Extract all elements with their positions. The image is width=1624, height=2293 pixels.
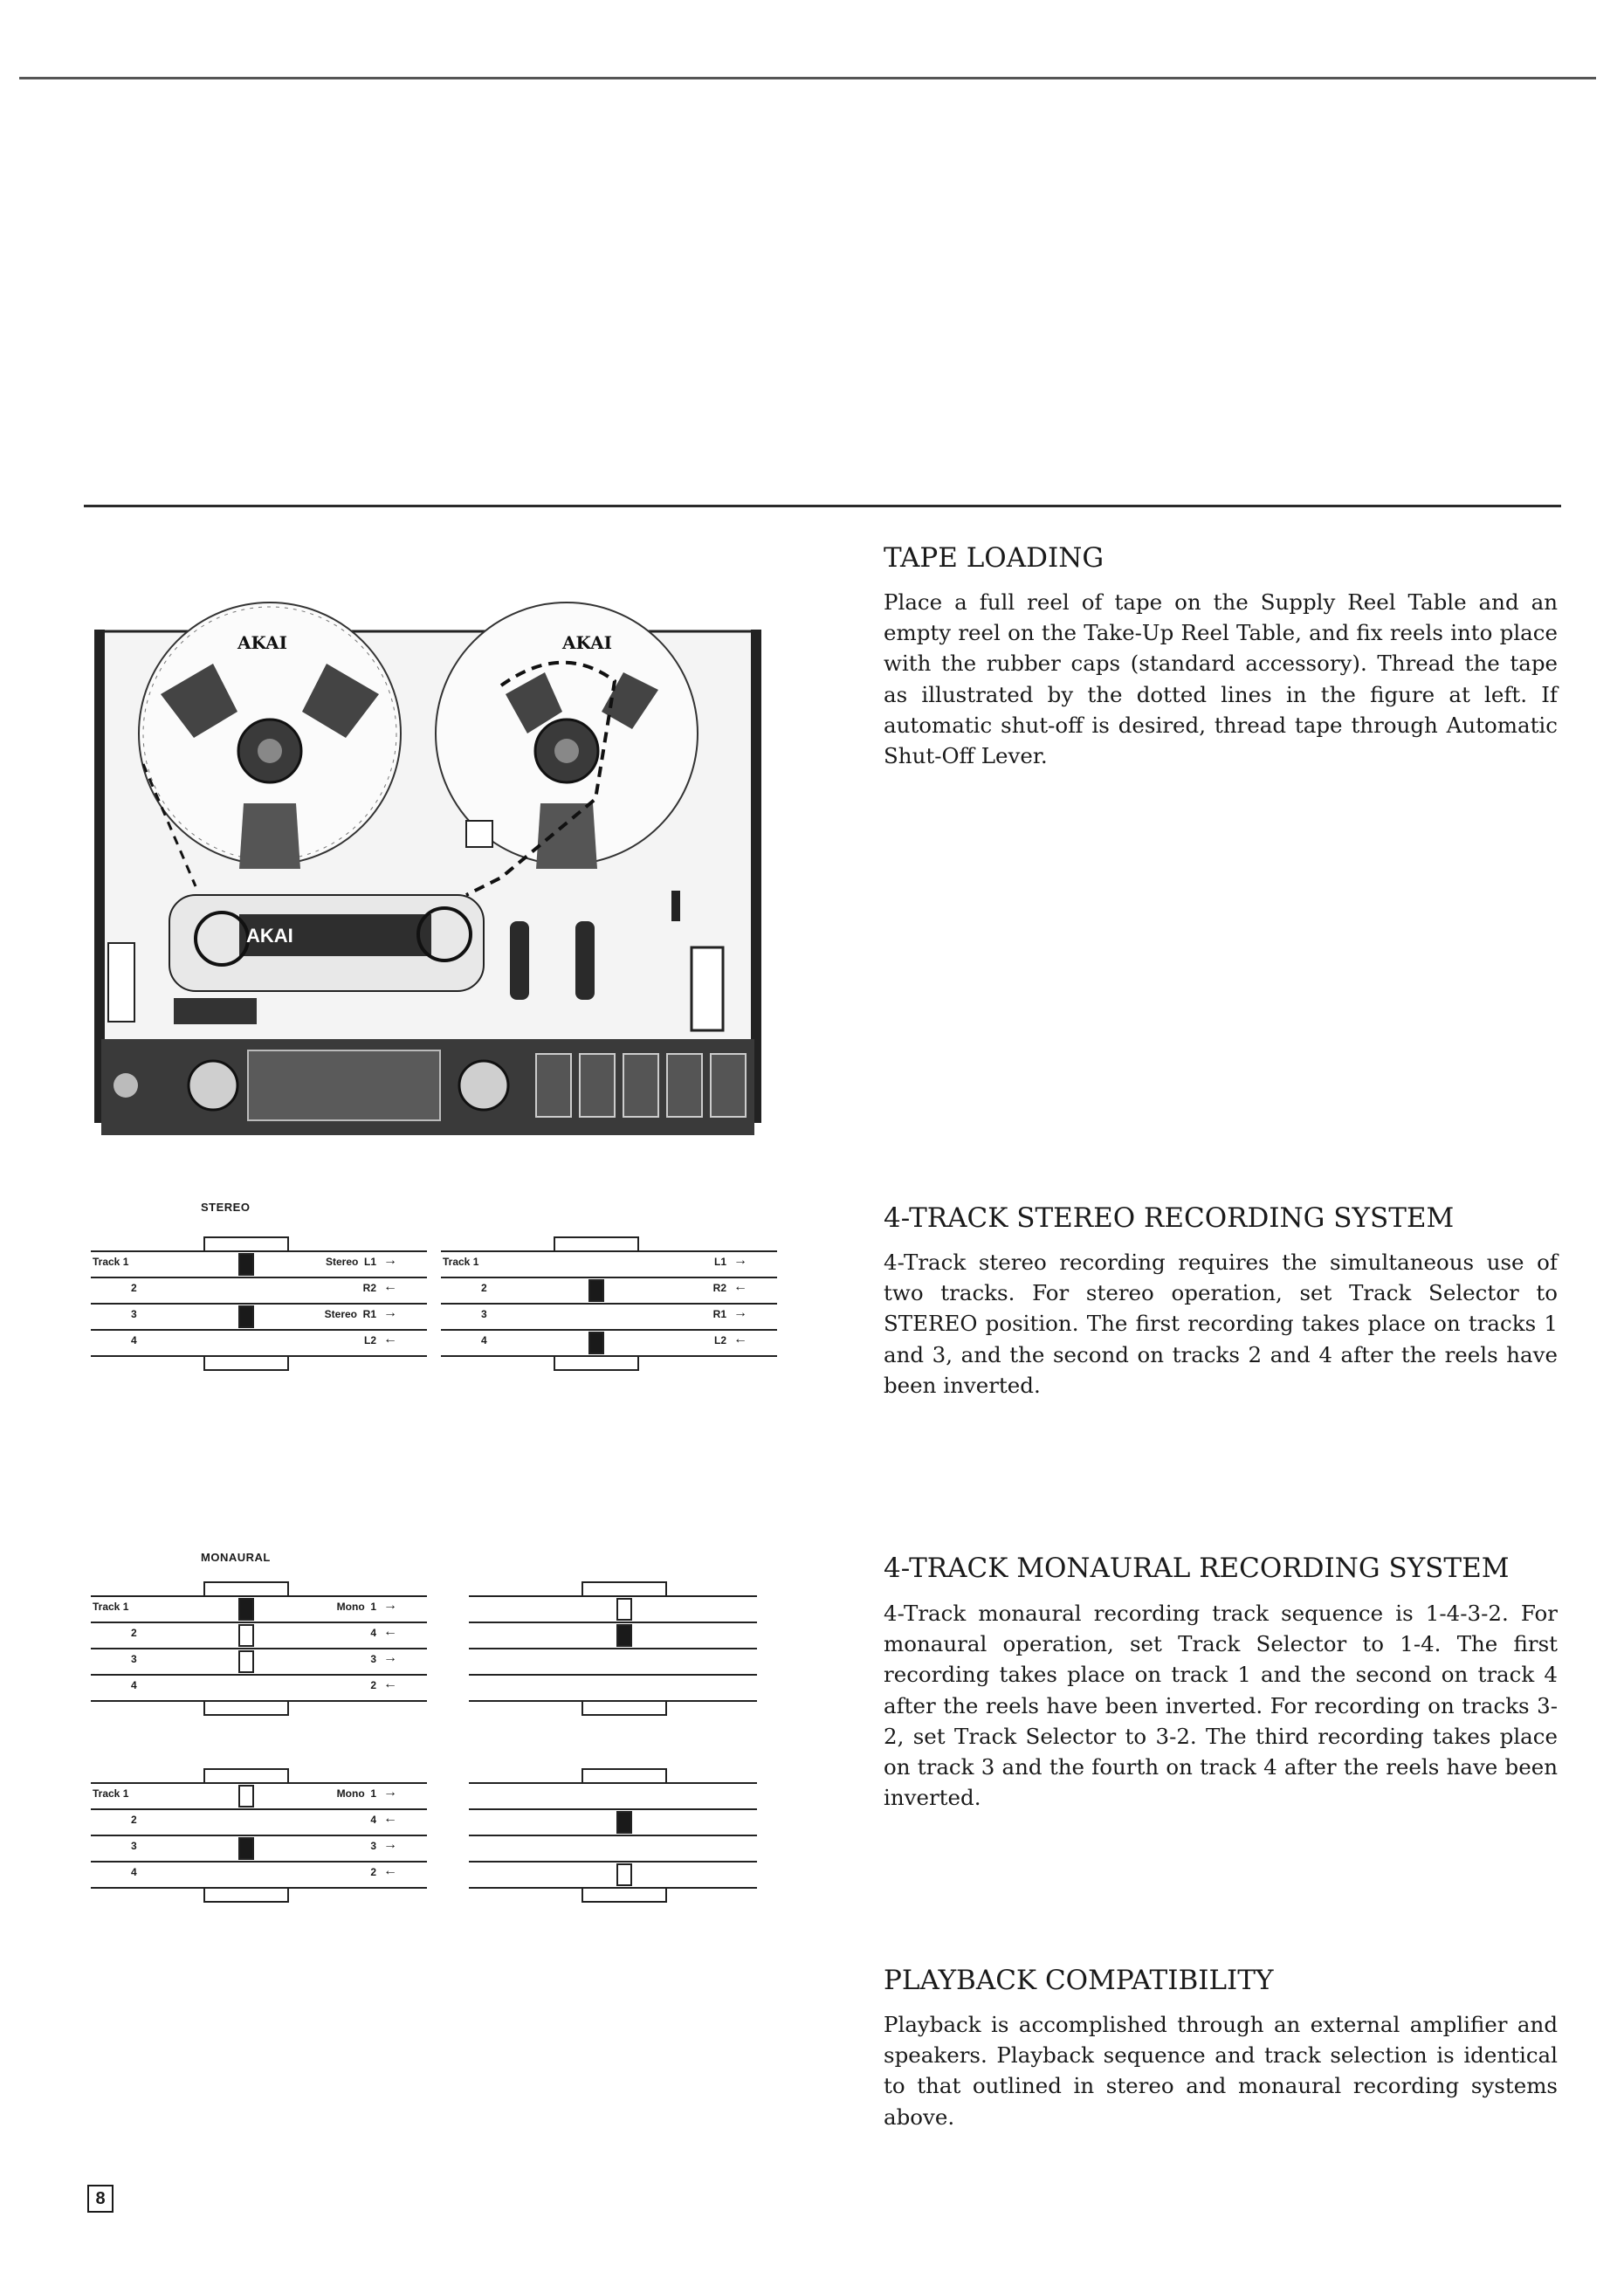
arrow-right-icon: →: [383, 1837, 397, 1852]
head-gap-track-2: [617, 1812, 631, 1833]
stereo-system-heading: 4-TRACK STEREO RECORDING SYSTEM: [884, 1202, 1455, 1234]
channel-label: 3: [370, 1840, 376, 1852]
track-number-label: 4: [131, 1334, 137, 1346]
track-number-label: Track 1: [93, 1601, 129, 1613]
head-bottom-housing: [554, 1356, 638, 1370]
head-top-housing: [582, 1769, 666, 1783]
track-number-label: 3: [131, 1653, 137, 1665]
track-number-label: Track 1: [93, 1787, 129, 1800]
arrow-left-icon: ←: [733, 1279, 747, 1294]
head-top-housing: [204, 1769, 288, 1783]
track-number-label: 2: [481, 1282, 487, 1294]
mono-track-diagram-a1: [91, 1579, 427, 1718]
mono-track-diagram-b1: [91, 1766, 427, 1905]
head-top-housing: [204, 1237, 288, 1251]
playback-heading: PLAYBACK COMPATIBILITY: [884, 1965, 1274, 1996]
head-bottom-housing: [582, 1888, 666, 1902]
head-gap-track-1: [617, 1599, 631, 1620]
track-number-label: Track 1: [93, 1256, 129, 1268]
track-diagram-svg: [91, 1766, 427, 1905]
arrow-left-icon: ←: [733, 1332, 747, 1346]
arrow-right-icon: →: [733, 1253, 747, 1268]
head-top-housing: [582, 1582, 666, 1596]
head-bottom-housing: [204, 1356, 288, 1370]
channel-label: 2: [370, 1679, 376, 1691]
stereo-diagram-label: STEREO: [201, 1201, 251, 1214]
track-number-label: 3: [131, 1840, 137, 1852]
channel-label: L1: [713, 1256, 726, 1268]
channel-label: Stereo R1: [324, 1308, 376, 1320]
channel-label: Stereo L1: [325, 1256, 376, 1268]
channel-label: R1: [712, 1308, 726, 1320]
playback-body: Playback is accomplished through an external amplifier and speakers. Playback sequence and track selection is identical to that outlined in stereo and monaural recording systems above.: [884, 2012, 1558, 2130]
channel-label: 4: [370, 1627, 376, 1639]
head-bottom-housing: [204, 1888, 288, 1902]
arrow-left-icon: ←: [383, 1677, 397, 1691]
arrow-right-icon: →: [383, 1253, 397, 1268]
track-number-label: 2: [131, 1282, 137, 1294]
track-number-label: Track 1: [443, 1256, 479, 1268]
reel-brand-right: AKAI: [562, 632, 612, 653]
track-number-label: 3: [481, 1308, 487, 1320]
head-gap-track-4: [617, 1864, 631, 1885]
head-bottom-housing: [582, 1701, 666, 1715]
arrow-right-icon: →: [383, 1305, 397, 1320]
track-diagram-svg: [469, 1766, 757, 1905]
track-diagram-svg: [441, 1234, 777, 1374]
arrow-left-icon: ←: [383, 1624, 397, 1639]
monaural-system-heading: 4-TRACK MONAURAL RECORDING SYSTEM: [884, 1553, 1510, 1584]
head-cover-badge: AKAI: [246, 925, 293, 947]
stereo-system-body: 4-Track stereo recording requires the simultaneous use of two tracks. For stereo operation, set Track Selector to STEREO position. The first recording takes place on tracks 1 and 3, and the second on tracks 2 and 4 after the reels have been inverted.: [884, 1250, 1558, 1398]
head-bottom-housing: [204, 1701, 288, 1715]
page-number: 8: [87, 2185, 114, 2213]
head-top-housing: [554, 1237, 638, 1251]
channel-label: R2: [712, 1282, 726, 1294]
mono-track-diagram-a2: [469, 1579, 757, 1718]
channel-label: 3: [370, 1653, 376, 1665]
section-divider: [84, 505, 1561, 507]
track-diagram-svg: [469, 1579, 757, 1718]
track-diagram-svg: [91, 1234, 427, 1374]
track-number-label: 4: [131, 1866, 137, 1878]
channel-label: 4: [370, 1814, 376, 1826]
tape-loading-body: Place a full reel of tape on the Supply Reel Table and an empty reel on the Take-Up Reel Table, and fix reels into place with the rubber caps (standard accessory). Thread the tape as illustrated by the dotted lines in the figure at left. If automatic shut-off is desired, thread tape through Automatic Shut-Off Lever.: [884, 589, 1558, 769]
arrow-right-icon: →: [383, 1650, 397, 1665]
track-number-label: 2: [131, 1627, 137, 1639]
track-number-label: 4: [131, 1679, 137, 1691]
track-diagram-svg: [91, 1579, 427, 1718]
reel-brand-left: AKAI: [237, 632, 287, 653]
channel-label: L2: [363, 1334, 376, 1346]
track-number-label: 2: [131, 1814, 137, 1826]
monaural-diagram-label: MONAURAL: [201, 1551, 271, 1564]
channel-label: Mono 1: [336, 1787, 376, 1800]
tape-loading-heading: TAPE LOADING: [884, 542, 1104, 574]
arrow-right-icon: →: [733, 1305, 747, 1320]
arrow-right-icon: →: [383, 1598, 397, 1613]
track-number-label: 4: [481, 1334, 487, 1346]
top-border-line: [19, 77, 1596, 79]
arrow-left-icon: ←: [383, 1863, 397, 1878]
channel-label: 2: [370, 1866, 376, 1878]
tape-recorder-illustration: [91, 589, 763, 1144]
arrow-left-icon: ←: [383, 1279, 397, 1294]
channel-label: Mono 1: [336, 1601, 376, 1613]
stereo-track-diagram-first: [91, 1234, 427, 1374]
track-number-label: 3: [131, 1308, 137, 1320]
arrow-right-icon: →: [383, 1785, 397, 1800]
stereo-track-diagram-second: [441, 1234, 777, 1374]
head-top-housing: [204, 1582, 288, 1596]
arrow-left-icon: ←: [383, 1811, 397, 1826]
channel-label: R2: [362, 1282, 376, 1294]
head-gap-track-2: [617, 1625, 631, 1646]
monaural-system-body: 4-Track monaural recording track sequence is 1-4-3-2. For monaural operation, set Track Selector to 1-4. The first recording takes place on track 1 and the second on track 4 after the reels have been inverted. For recording on tracks 3-2, set Track Selector to 3-2. The third recording takes place on track 3 and the fourth on track 4 after the reels have been inverted.: [884, 1601, 1558, 1811]
mono-track-diagram-b2: [469, 1766, 757, 1905]
arrow-left-icon: ←: [383, 1332, 397, 1346]
channel-label: L2: [713, 1334, 726, 1346]
